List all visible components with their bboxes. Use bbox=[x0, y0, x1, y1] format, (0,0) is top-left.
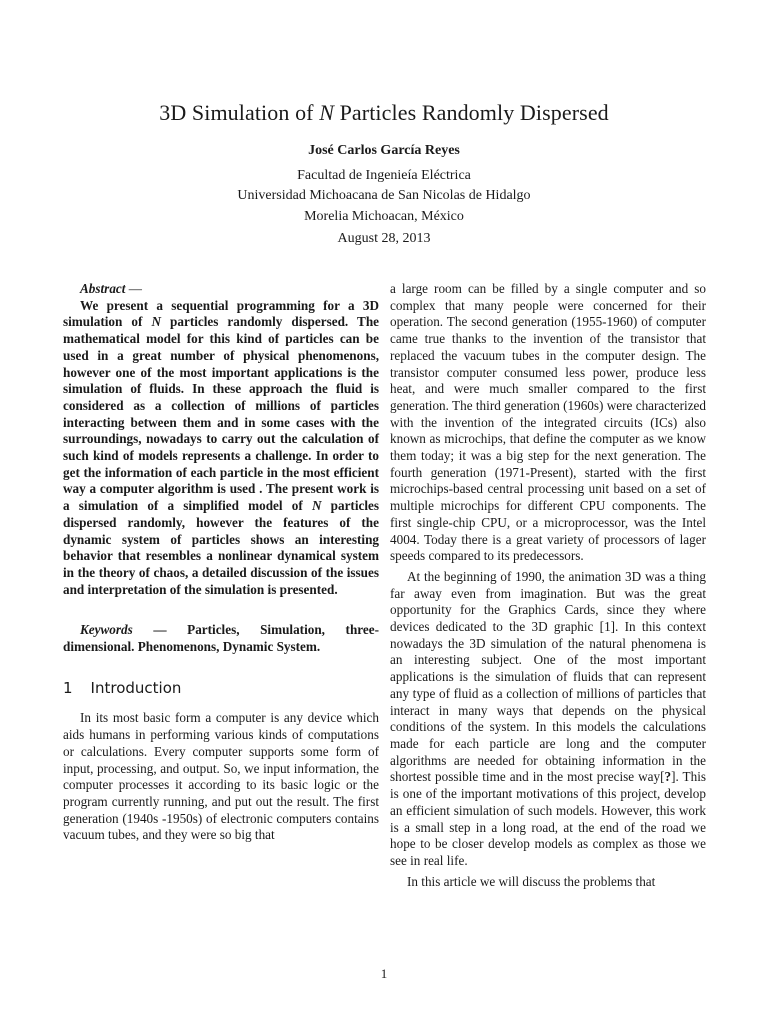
abstract-text-2: particles randomly dispersed. The mathematical model for this kind of particles can be used in a great number of physical phenomenons, however one of the most important applications is the simulation of fluids. In these approach the fluid is considered as a collection of millions of particles interacting between them and in some cases with the surroundings, nowadays to carry out the calculation of such kind of models represents a challenge. In order to get the information of each particle in the most efficient way a computer algorithm is used . The present work is a simulation of a simplified model of bbox=[63, 314, 380, 514]
title-n-variable: N bbox=[319, 100, 334, 125]
left-column bbox=[63, 281, 379, 844]
affiliation-block bbox=[0, 166, 768, 227]
section-title: Introduction bbox=[90, 678, 182, 697]
keywords-text: — Particles, Simulation, three-dimensional. Phenomenons, Dynamic System. bbox=[63, 622, 379, 655]
affiliation-line-3: Morelia Michoacan, México bbox=[304, 208, 464, 224]
citation-link-unresolved[interactable]: ? bbox=[664, 769, 672, 785]
affiliation-line-1: Facultad de Ingenieía Eléctrica bbox=[297, 168, 471, 183]
paragraph-2-text-1: At the beginning of 1990, the animation 3D was a thing far away even from imagination. But was the great opportunity for the Graphics Cards, since they where devices dedicated to the 3D graphic [ bbox=[390, 568, 706, 635]
affiliation-line-2: Universidad Michoacana de San Nicolas de Hidalgo bbox=[237, 188, 531, 204]
intro-paragraph-1-continued: a large room can be filled by a single computer and so complex that many people were concerned for their operation. The second generation (1955-1960) of computer came true thanks to the invention of the transistor that replaced the vacuum tubes in the computer design. The transistor computer consumed less power, produce less heat, and were much smaller compared to the first generation. The third generation (1960s) were characterized with the invention of the integrated circuits (ICs) also known as microchips, that define the computer as we know them today; it was a big step for the next generation. The fourth generation (1971-Present), started with the first microchips-based central processing unit based on a set of multiple microchips for different CPU components. The first single-chip CPU, or a microprocessor, was the Intel 4004. Today there is a great variety of processors of lager speeds compared to its predecessors. bbox=[390, 281, 706, 564]
author-name: José Carlos García Reyes bbox=[308, 143, 460, 158]
intro-paragraph-1: In its most basic form a computer is any device which aids humans in performing various kinds of computations or calculations. Every computer supports some form of input, processing, and output. So, we input information, the computer processes it according to its basic logic or the program currently running, and put out the result. The first generation (1940s -1950s) of electronic computers contains vacuum tubes, and they were so big that bbox=[63, 710, 379, 843]
citation-link-1[interactable]: 1 bbox=[604, 619, 611, 635]
paper-title bbox=[0, 100, 768, 126]
intro-paragraph-2 bbox=[390, 569, 706, 870]
right-column bbox=[390, 281, 706, 890]
abstract-dash: — bbox=[125, 281, 142, 296]
keywords bbox=[63, 622, 379, 655]
abstract-n-variable-1: N bbox=[151, 314, 161, 330]
abstract-label: Abstract bbox=[80, 281, 126, 296]
abstract-text-3: particles dispersed randomly, however the features of the dynamic system of particles shows an interesting behavior that resembles a nonlinear dynamical system in the theory of chaos, a detailed discussion of the issues and interpretation of the simulation is presented. bbox=[63, 498, 379, 597]
title-text-1: 3D Simulation of bbox=[159, 100, 320, 125]
intro-paragraph-3: In this article we will discuss the problems that bbox=[407, 873, 656, 889]
abstract-n-variable-2: N bbox=[311, 498, 322, 514]
publication-date: August 28, 2013 bbox=[337, 231, 431, 246]
paragraph-2-text-2: ]. In this context nowadays the 3D simulation of the natural phenomena is an interesting subject. One of the most important applications is the simulation of fluids that can represent any type of fluid as a collection of millions of particles that interact in many ways that depends on the physical conditions of the system. In this models the calculations made for each particle are long and the computer algorithms are needed for obtaining information in the shortest possible time and in the most precise way[ bbox=[390, 619, 706, 785]
section-heading-introduction bbox=[63, 680, 379, 697]
page-number: 1 bbox=[380, 966, 388, 981]
abstract-body bbox=[63, 298, 379, 599]
keywords-label: Keywords bbox=[80, 622, 133, 638]
abstract-text-1: We present a sequential programming for a 3D simulation of bbox=[63, 297, 379, 330]
section-number: 1 bbox=[63, 678, 73, 697]
title-text-2: Particles Randomly Dispersed bbox=[333, 100, 609, 125]
paragraph-2-text-3: ]. This is one of the important motivations of this project, develop an efficient simulation of such models. However, this work is a small step in a long road, at the end of the road we hope to be closer develop models as complex as those we see in real life. bbox=[390, 769, 706, 868]
abstract-heading bbox=[63, 281, 379, 298]
